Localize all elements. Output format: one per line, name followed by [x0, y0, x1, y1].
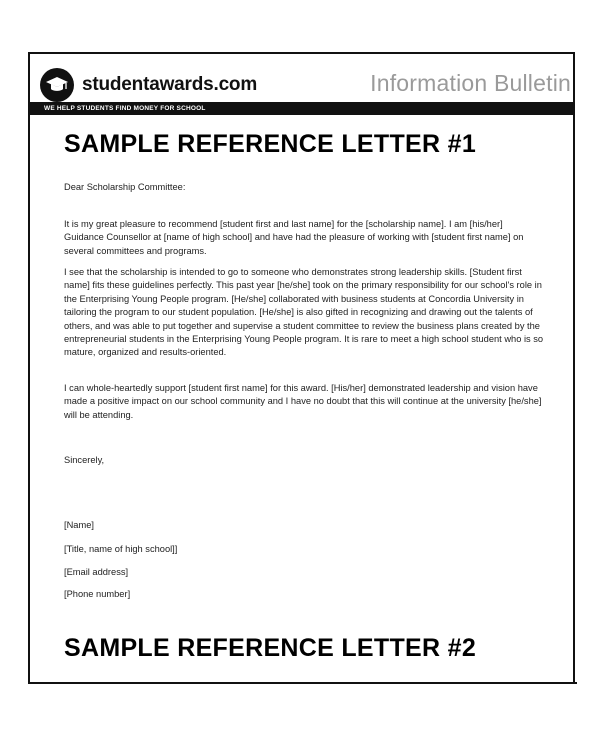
signature-email: [Email address] [64, 567, 129, 577]
signature-phone: [Phone number] [64, 589, 131, 599]
signature-title: [Title, name of high school]] [64, 544, 178, 554]
brand-name: studentawards.com [82, 74, 258, 95]
graduation-cap-icon [40, 68, 74, 102]
paragraph-1: It is my great pleasure to recommend [student first and last name] for the [scholarship name]. I am [his/her] Guidance Counsellor at [name of high school] and have had the pleasure of working with [student first name] on several committees and programs. [64, 219, 524, 256]
tagline: WE HELP STUDENTS FIND MONEY FOR SCHOOL [44, 105, 206, 112]
frame-bottom-rule [28, 682, 577, 684]
signature-name: [Name] [64, 520, 94, 530]
letter-title-2: SAMPLE REFERENCE LETTER #2 [64, 634, 477, 662]
tagline-bar [28, 102, 575, 115]
letter-title-1: SAMPLE REFERENCE LETTER #1 [64, 130, 477, 158]
brand-logo[interactable] [40, 68, 257, 102]
header [28, 52, 575, 102]
bulletin-label: Information Bulletin [370, 70, 571, 96]
closing: Sincerely, [64, 455, 105, 465]
paragraph-3: I can whole-heartedly support [student first name] for this award. [His/her] demonstrated leadership and vision have made a positive impact on our school community and I have no doubt that this will continue at the university [he/she] will be attending. [64, 383, 542, 420]
salutation: Dear Scholarship Committee: [64, 182, 186, 192]
cut-off-text-fragment [64, 688, 174, 692]
paragraph-2: I see that the scholarship is intended to go to someone who demonstrates strong leadership skills. [Student first name] fits these guidelines perfectly. This past year [he/she] took on the primary responsibility for our school's role in the Enterprising Young People program. [He/she] collaborated with business students at Concordia University in tailoring the program to our student population. [He/she] is also gifted in recognizing and drawing out the talents of others, and was able to put together and supervise a student committee to review the business plans created by the entrepreneurial students in the Enterprising Young People program. It is rare to meet a high school student who is so mature, organized and results-oriented. [64, 267, 544, 358]
